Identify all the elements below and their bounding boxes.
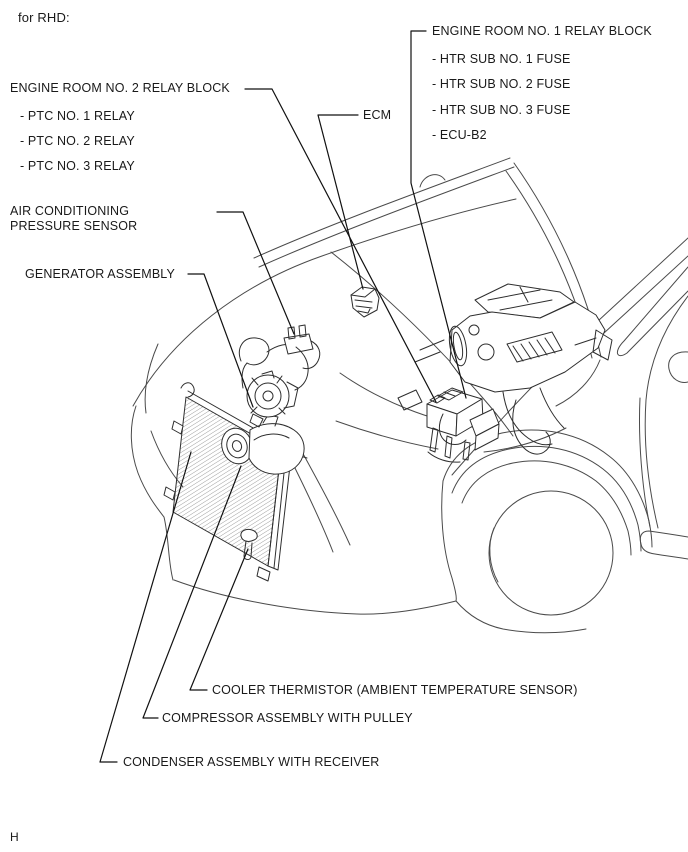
roof-line-a bbox=[598, 238, 688, 321]
callout-htr-sub-no3-fuse: - HTR SUB NO. 3 FUSE bbox=[432, 103, 571, 117]
car-body-outline bbox=[131, 158, 688, 633]
headlamp-curve bbox=[145, 344, 158, 413]
arch-lower-sweep bbox=[456, 601, 586, 633]
grille-line-a bbox=[289, 456, 333, 552]
beltline-hook bbox=[669, 352, 688, 383]
compressor-body bbox=[249, 424, 304, 474]
callout-engine-room-no1-relay-block: ENGINE ROOM NO. 1 RELAY BLOCK bbox=[432, 24, 652, 38]
condenser-face bbox=[173, 397, 281, 566]
relay-leg-3 bbox=[463, 442, 470, 460]
relay-foot-rail bbox=[428, 452, 460, 462]
heater-unit-drawing bbox=[398, 284, 612, 454]
cowl-line-b bbox=[259, 167, 514, 267]
tire-tread-arc bbox=[490, 528, 498, 582]
condenser-foot-3 bbox=[257, 567, 270, 581]
condenser-foot-1 bbox=[172, 421, 183, 434]
relay-leg-2 bbox=[445, 436, 452, 458]
firewall-hint-2 bbox=[415, 352, 440, 362]
thermistor-head bbox=[241, 529, 257, 541]
heater-pipe-2 bbox=[540, 388, 564, 428]
footer-mark: H bbox=[10, 830, 19, 844]
callout-htr-sub-no2-fuse: - HTR SUB NO. 2 FUSE bbox=[432, 77, 571, 91]
callout-engine-room-no2-relay-block: ENGINE ROOM NO. 2 RELAY BLOCK bbox=[10, 81, 230, 95]
firewall-hint-1 bbox=[420, 340, 444, 350]
callout-generator-assembly: GENERATOR ASSEMBLY bbox=[25, 267, 175, 281]
leader-engine-room-no2-relay-block bbox=[245, 89, 436, 402]
callout-htr-sub-no1-fuse: - HTR SUB NO. 1 FUSE bbox=[432, 52, 571, 66]
callout-compressor-assembly: COMPRESSOR ASSEMBLY WITH PULLEY bbox=[162, 711, 413, 725]
leader-ecm bbox=[318, 115, 363, 289]
leader-cooler-thermistor bbox=[190, 549, 248, 690]
callout-cooler-thermistor: COOLER THERMISTOR (AMBIENT TEMPERATURE SENSOR) bbox=[212, 683, 578, 697]
ecm-drawing bbox=[351, 287, 379, 317]
tire bbox=[489, 491, 613, 615]
leader-ac-pressure-sensor bbox=[217, 212, 294, 334]
bumper-bottom bbox=[174, 580, 456, 614]
condenser-drawing bbox=[164, 383, 307, 581]
callout-ptc-no2-relay: - PTC NO. 2 RELAY bbox=[20, 134, 135, 148]
wheel-arch-lip-b bbox=[462, 461, 631, 555]
callout-ptc-no1-relay: - PTC NO. 1 RELAY bbox=[20, 109, 135, 123]
acps-pipe-1 bbox=[239, 338, 269, 365]
callout-ac-pressure-sensor: AIR CONDITIONING PRESSURE SENSOR bbox=[10, 204, 138, 233]
condenser-top-hook bbox=[181, 383, 194, 397]
support-bar-b bbox=[336, 421, 438, 449]
door-shut-line bbox=[645, 296, 688, 528]
callout-ptc-no3-relay: - PTC NO. 3 RELAY bbox=[20, 159, 135, 173]
condenser-foot-2 bbox=[164, 487, 175, 500]
callout-condenser-assembly: CONDENSER ASSEMBLY WITH RECEIVER bbox=[123, 755, 380, 769]
page-variant-label: for RHD: bbox=[18, 10, 70, 25]
callout-ecm: ECM bbox=[363, 108, 392, 122]
callout-ecu-b2: - ECU-B2 bbox=[432, 128, 487, 142]
mirror-bump bbox=[420, 175, 445, 187]
roof-line-b bbox=[604, 256, 688, 333]
cowl-line-a bbox=[254, 158, 510, 258]
generator-drawing bbox=[247, 371, 298, 427]
grille-line-b bbox=[301, 450, 350, 545]
sill-line bbox=[640, 531, 688, 559]
arch-front-edge bbox=[442, 481, 457, 601]
